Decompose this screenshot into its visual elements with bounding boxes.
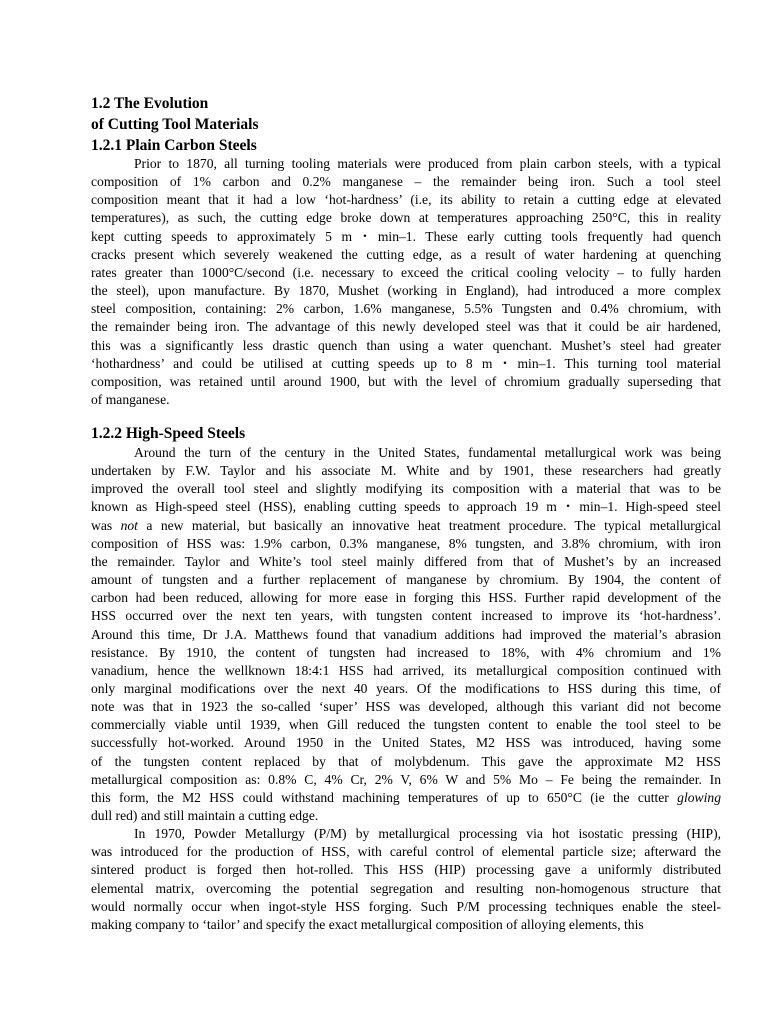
text-line: successfully hot-worked. Around 1950 in the United States, M2 HSS was introduced, having some: [91, 735, 721, 751]
text-line: kept cutting speeds to approximately 5 m・min–1. These early cutting tools frequently had quench: [91, 228, 721, 244]
text-line: In 1970, Powder Metallurgy (P/M) by metallurgical processing via hot isostatic pressing (HIP),: [134, 826, 721, 842]
text-line: temperatures), as such, the cutting edge broke down at temperatures approaching 250°C, this in reality: [91, 210, 721, 226]
text-line: amount of tungsten and a further replacement of manganese by chromium. By 1904, the content of: [91, 572, 721, 588]
text-line: composition of HSS was: 1.9% carbon, 0.3% manganese, 8% tungsten, and 3.8% chromium, with iron: [91, 535, 721, 551]
text-line: Prior to 1870, all turning tooling materials were produced from plain carbon steels, with a typical: [134, 156, 721, 171]
text-line: the remainder being iron. The advantage of this newly developed steel was that it could be air hardened,: [91, 319, 721, 335]
text-line: the remainder. Taylor and White’s tool steel mainly differed from that of Mushet’s by an increased: [91, 553, 721, 569]
text-line: HSS occurred over the next ten years, with tungsten content increased to improve its ‘hot-hardness’.: [91, 608, 721, 624]
text-line: this form, the M2 HSS could withstand machining temperatures of up to 650°C (ie the cutter glowing: [91, 789, 721, 805]
text-line: metallurgical composition as: 0.8% C, 4% Cr, 2% V, 6% W and 5% Mo – Fe being the remainder. In: [91, 771, 721, 787]
text-line: of manganese.: [91, 391, 170, 407]
text-line: dull red) and still maintain a cutting edge.: [91, 808, 319, 823]
text-line: undertaken by F.W. Taylor and his associate M. White and by 1901, these researchers had greatly: [91, 463, 721, 479]
text-line: known as High-speed steel (HSS), enabling cutting speeds to approach 19 m・min–1. High-speed steel: [91, 499, 721, 515]
text-line: was introduced for the production of HSS, with careful control of elemental particle size; afterward the: [91, 844, 721, 860]
section-title-line-2: of Cutting Tool Materials: [91, 116, 259, 133]
text-line: cracks present which severely weakened the cutting edge, as a result of water hardening at quenching: [91, 246, 721, 262]
text-line: ‘hothardness’ and could be utilised at cutting speeds up to 8 m・min–1. This turning tool material: [91, 355, 721, 371]
text-line: composition of 1% carbon and 0.2% manganese – the remainder being iron. Such a tool steel: [91, 174, 721, 190]
subsection-title-plain-carbon-steels: 1.2.1 Plain Carbon Steels: [91, 137, 257, 154]
text-line: carbon had been reduced, allowing for more ease in forging this HSS. Further rapid development of the: [91, 590, 721, 606]
text-line: sintered product is forged then hot-rolled. This HSS (HIP) processing gave a uniformly distributed: [91, 862, 721, 878]
text-line: rates greater than 1000°C/second (i.e. necessary to exceed the critical cooling velocity – to fully harden: [91, 264, 721, 280]
text-line: commercially viable until 1939, when Gill reduced the tungsten content to enable the tool steel to be: [91, 717, 721, 733]
text-line: making company to ‘tailor’ and specify the exact metallurgical composition of alloying elements, this: [91, 916, 644, 932]
text-line: composition meant that it had a low ‘hot-hardness’ (i.e, its ability to retain a cutting edge at elevated: [91, 192, 721, 208]
text-line: elemental matrix, overcoming the potential segregation and resulting non-homogenous structure that: [91, 880, 721, 896]
text-line: Around the turn of the century in the United States, fundamental metallurgical work was being: [134, 445, 721, 460]
text-line: note was that in 1923 the so-called ‘super’ HSS was developed, although this variant did not become: [91, 699, 721, 715]
text-line: resistance. By 1910, the content of tungsten had increased to 18%, with 4% chromium and 1%: [91, 644, 721, 660]
subsection-title-high-speed-steels: 1.2.2 High-Speed Steels: [91, 425, 246, 442]
text-line: Around this time, Dr J.A. Matthews found that vanadium additions had improved the material’s abrasion: [91, 626, 721, 642]
text-line: improved the overall tool steel and slightly modifying its composition with a material that was to be: [91, 481, 721, 497]
text-line: only marginal modifications over the next 40 years. Of the modifications to HSS during this time, of: [91, 680, 721, 696]
text-line: was not a new material, but basically an innovative heat treatment procedure. The typical metallurgical: [91, 517, 721, 533]
text-line: composition, was retained until around 1900, but with the level of chromium gradually superseding that: [91, 373, 721, 389]
text-line: would normally occur when ingot-style HSS forging. Such P/M processing techniques enable the steel-: [91, 898, 721, 914]
text-line: the steel), upon manufacture. By 1870, Mushet (working in England), had introduced a more complex: [91, 283, 721, 299]
section-title-line-1: 1.2 The Evolution: [91, 95, 209, 112]
text-line: steel composition, containing: 2% carbon, 1.6% manganese, 5.5% Tungsten and 0.4% chromium, with: [91, 301, 721, 317]
text-line: of the tungsten content replaced by that of molybdenum. This gave the approximate M2 HSS: [91, 753, 721, 769]
text-line: this was a significantly less drastic quench than using a water quenchant. Mushet’s steel had greater: [91, 337, 721, 353]
text-line: vanadium, hence the wellknown 18:4:1 HSS had arrived, its metallurgical composition continued with: [91, 662, 721, 678]
